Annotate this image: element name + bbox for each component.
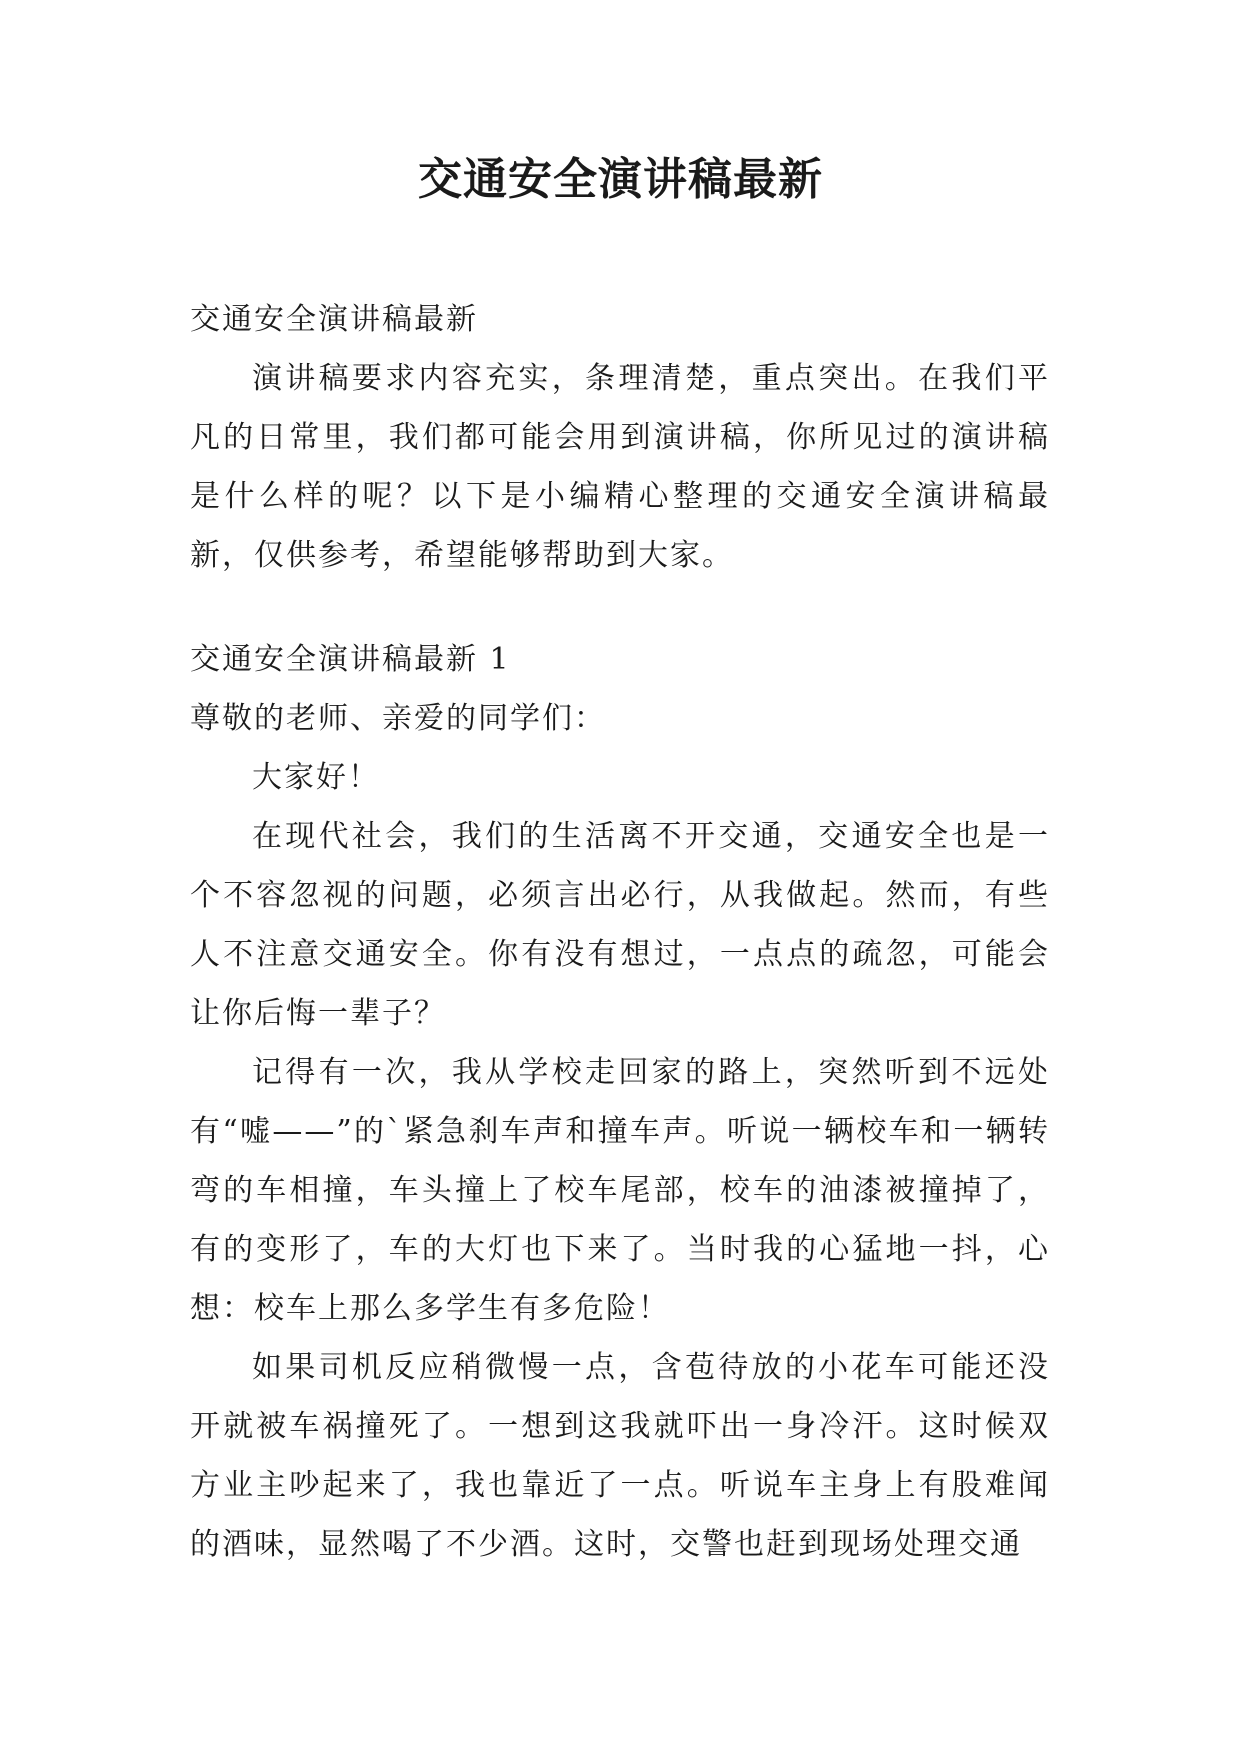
greeting: 大家好！ [252,760,380,795]
document-body [190,290,1050,1574]
page-title: 交通安全演讲稿最新 [418,154,823,205]
intro-paragraph: 演讲稿要求内容充实，条理清楚，重点突出。在我们平凡的日常里，我们都可能会用到演讲稿，你所见过的演讲稿是什么样的呢？以下是小编精心整理的交通安全演讲稿最新，仅供参考，希望能够帮助到大家。 [190,361,1050,573]
section-spacer [190,585,1050,630]
body-paragraph: 如果司机反应稍微慢一点，含苞待放的小花车可能还没开就被车祸撞死了。一想到这我就吓出一身冷汗。这时候双方业主吵起来了，我也靠近了一点。听说车主身上有股难闻的酒味，显然喝了不少酒。这时，交警也赶到现场处理交通 [190,1350,1050,1562]
document-subtitle: 交通安全演讲稿最新 [190,302,478,337]
salutation: 尊敬的老师、亲爱的同学们： [190,701,606,736]
body-paragraph: 在现代社会，我们的生活离不开交通，交通安全也是一个不容忽视的问题，必须言出必行，从我做起。然而，有些人不注意交通安全。你有没有想过，一点点的疏忽，可能会让你后悔一辈子？ [190,819,1050,1031]
section-heading: 交通安全演讲稿最新 1 [190,642,511,677]
body-paragraph: 记得有一次，我从学校走回家的路上，突然听到不远处有“嘘——”的`紧急刹车声和撞车声。听说一辆校车和一辆转弯的车相撞，车头撞上了校车尾部，校车的油漆被撞掉了，有的变形了，车的大灯也下来了。当时我的心猛地一抖，心想：校车上那么多学生有多危险！ [190,1055,1050,1326]
